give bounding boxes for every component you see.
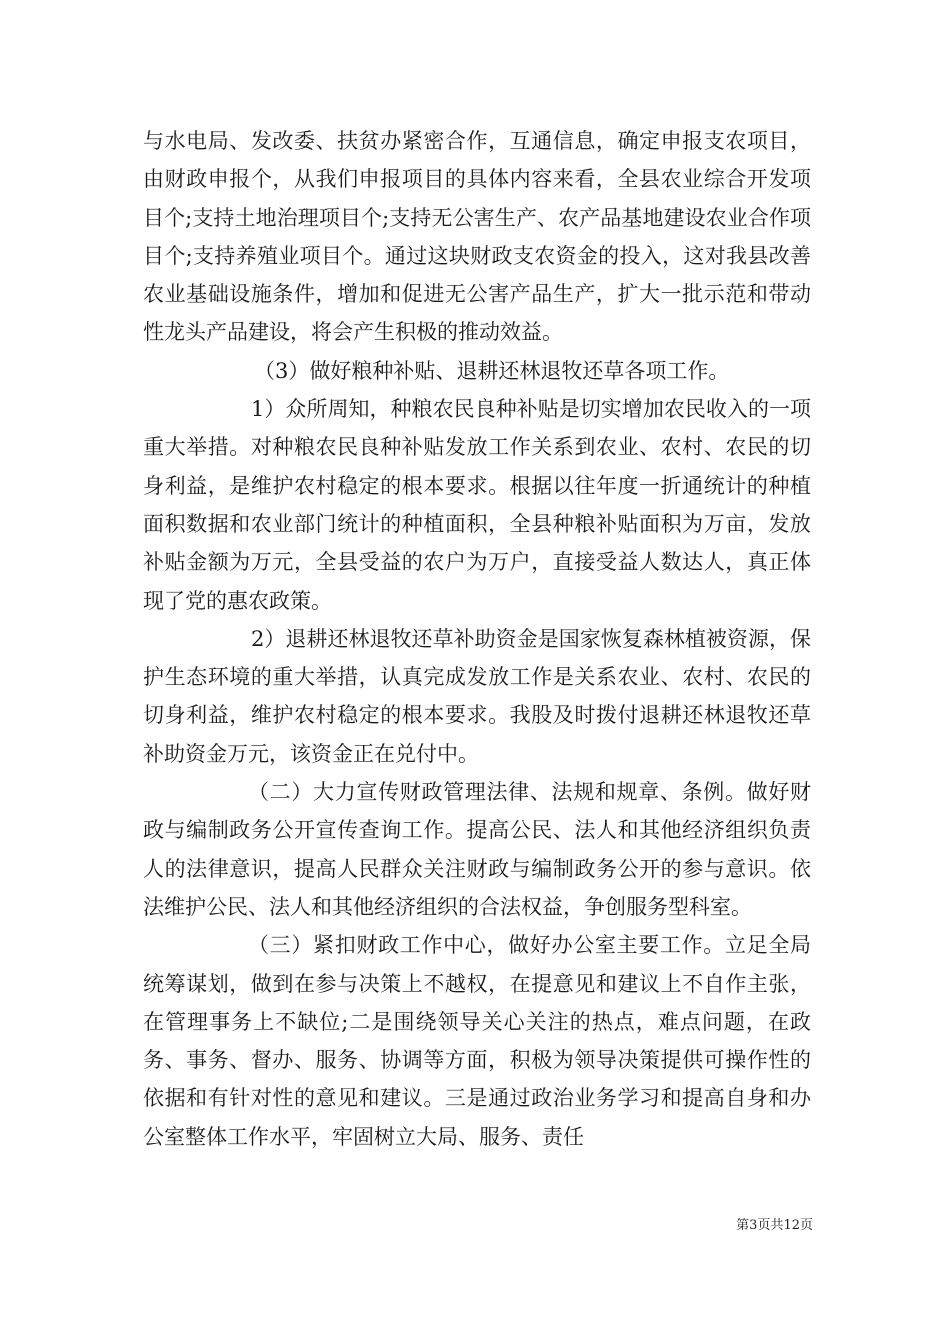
paragraph-item-reforestation-subsidy: 2）退耕还林退牧还草补助资金是国家恢复森林植被资源，保护生态环境的重大举措，认真完成发放工作是关系农业、农村、农民的切身利益，维护农村稳定的根本要求。我股及时拨付退耕还林退牧还草补助资金万元，该资金正在兑付中。 — [143, 626, 811, 766]
paragraph-section-publicity: （二）大力宣传财政管理法律、法规和规章、条例。做好财政与编制政务公开宣传查询工作。提高公民、法人和其他经济组织负责人的法律意识，提高人民群众关注财政与编制政务公开的参与意识。依法维护公民、法人和其他经济组织的合法权益，争创服务型科室。 — [143, 780, 811, 919]
paragraph-section-office-work: （三）紧扣财政工作中心，做好办公室主要工作。立足全局统筹谋划，做到在参与决策上不越权，在提意见和建议上不自作主张，在管理事务上不缺位;二是围绕领导关心关注的热点，难点问题，在政务、事务、督办、服务、协调等方面，积极为领导决策提供可操作性的依据和有针对性的意见和建议。三是通过政治业务学习和提高自身和办公室整体工作水平，牢固树立大局、服务、责任 — [143, 933, 811, 1149]
paragraph-heading-grain-subsidy: （3）做好粮种补贴、退耕还林退牧还草各项工作。 — [254, 358, 730, 383]
paragraph-item-seed-subsidy: 1）众所周知，种粮农民良种补贴是切实增加农民收入的一项重大举措。对种粮农民良种补贴发放工作关系到农业、农村、农民的切身利益，是维护农村稳定的根本要求。根据以往年度一折通统计的种植面积数据和农业部门统计的种植面积，全县种粮补贴面积为万亩，发放补贴金额为万元，全县受益的农户为万户，直接受益人数达人，真正体现了党的惠农政策。 — [143, 397, 811, 613]
paragraph-project-application: 与水电局、发改委、扶贫办紧密合作，互通信息，确定申报支农项目，由财政申报个，从我们申报项目的具体内容来看，全县农业综合开发项目个;支持土地治理项目个;支持无公害生产、农产品基地建设农业合作项目个;支持养殖业项目个。通过这块财政支农资金的投入，这对我县改善农业基础设施条件，增加和促进无公害产品生产，扩大一批示范和带动性龙头产品建设，将会产生积极的推动效益。 — [143, 129, 811, 345]
document-body — [143, 122, 811, 1156]
page-number-footer: 第3页共12页 — [736, 1218, 813, 1233]
